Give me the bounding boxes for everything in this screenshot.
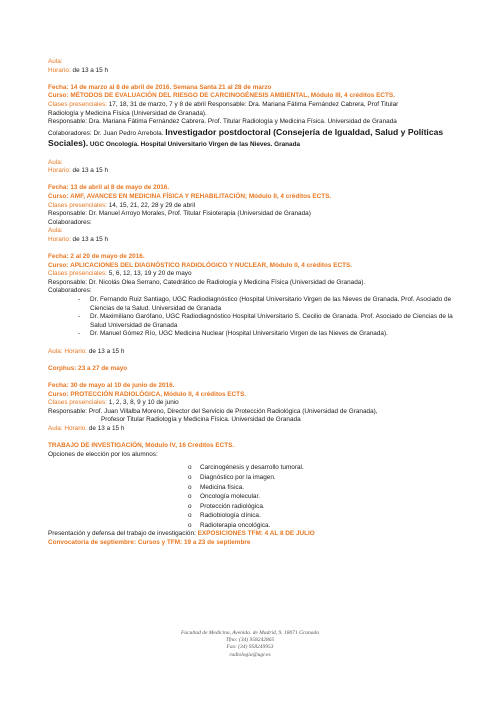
list-item: o Medicina física. xyxy=(188,483,468,493)
footer-phone: Tfno: (34) 958242865 xyxy=(225,637,275,644)
section4-aula-horario: Aula: Horario: xyxy=(48,424,88,432)
section2-course: Curso: AMF, AVANCES EN MEDICINA FÍSICA Y REHABILITACIÓN; Módulo II, 4 créditos ECTS. xyxy=(48,192,332,200)
section2-date: Fecha: 13 de abril al 8 de mayo de 2016. xyxy=(48,184,170,192)
section2-horario-label: Horario: xyxy=(48,235,71,243)
section1-course: Curso: MÉTODOS DE EVALUACIÓN DEL RIESGO DE CARCINOGÉNESIS AMBIENTAL, Módulo III, 4 créditos ECTS. xyxy=(48,92,395,100)
schedule-content xyxy=(48,58,468,548)
section3-collaborator-list xyxy=(48,296,468,339)
exposiciones-dates: EXPOSICIONES TFM: 4 AL 8 DE JULIO xyxy=(197,530,315,538)
section3-collaborators: Colaboradores: xyxy=(48,287,92,295)
section3-classes-value: 5, 6, 12, 13, 19 y 20 de mayo xyxy=(108,270,192,278)
section1-collab-rest: UGC Oncología. Hospital Universitario Virgen de las Nieves. Granada xyxy=(89,141,301,149)
section4-classes-label: Clases presenciales: xyxy=(48,399,107,407)
section1-responsible: Responsable: Dra. Mariana Fátima Fernández Cabrera. Prof. Titular Radiología y Medicina Física. Universidad de Granada xyxy=(48,118,397,126)
list-item: - Dr. Fernando Ruiz Santiago, UGC Radiodiagnóstico (Hospital Universitario Virgen de las Nieves de Granada. Prof. Asociado de Ciencias de la Salud. Universidad de Granada xyxy=(78,296,468,313)
section4-course: Curso: PROTECCIÓN RADIOLÓGICA, Módulo II, 4 créditos ECTS. xyxy=(48,390,247,398)
section1-horario-value: de 13 a 15 h xyxy=(72,167,109,175)
section1-classes-value: 17, 18, 31 de marzo, 7 y 8 de abril xyxy=(108,100,206,108)
footer-email[interactable]: radiologia@ugr.es xyxy=(229,651,271,658)
list-item: o Radiobiología clínica. xyxy=(188,511,468,521)
section3-date: Fecha: 2 al 20 de mayo de 2016. xyxy=(48,253,145,261)
section2-responsible: Responsable: Dr. Manuel Arroyo Morales, Prof. Titular Fisioterapia (Universidad de Granada) xyxy=(48,210,311,218)
section4-responsible: Responsable: Prof. Juan Villalba Moreno, Director del Servicio de Protección Radiológica (Universidad de Granada), xyxy=(48,407,378,415)
list-item: o Diagnóstico por la imagen. xyxy=(188,473,468,483)
section2-classes-value: 14, 15, 21, 22, 28 y 29 de abril xyxy=(108,201,196,209)
list-item: o Protección radiológica. xyxy=(188,502,468,512)
list-item: - Dr. Maximiliano Garófano, UGC Radiodiagnóstico Hospital Universitario S. Cecilio de Granada. Prof. Asociado de Ciencias de la Salud Universidad de Granada xyxy=(78,313,468,330)
footer-address: Facultad de Medicina, Avenida. de Madrid, 9. 18071 Granada xyxy=(181,630,319,636)
section4-horario-value: de 13 a 15 h xyxy=(88,424,125,432)
section1-collab-bold1: Investigador postdoctoral (Consejería de Igualdad, Salud y Políticas xyxy=(165,126,444,137)
list-item: o Oncología molecular. xyxy=(188,492,468,502)
research-options-list xyxy=(48,463,468,530)
section1-collaborators: Colaboradores: Dr. Juan Pedro Arrebola. xyxy=(48,129,164,137)
section3-aula-horario: Aula: Horario: xyxy=(48,347,88,355)
aula-label: Aula: xyxy=(48,58,63,65)
research-title: TRABAJO DE INVESTIGACIÓN, Módulo IV, 16 Créditos ECTS. xyxy=(48,442,235,450)
september-call: Convocatoria de septiembre: Cursos y TFM: 19 a 23 de septiembre xyxy=(48,539,251,547)
list-item: o Carcinogénesis y desarrollo tumoral. xyxy=(188,463,468,473)
section3-horario-value: de 13 a 15 h xyxy=(88,347,125,355)
list-item: o Radioterapia oncológica. xyxy=(188,521,468,531)
list-item: - Dr. Manuel Gómez Río, UGC Medicina Nuclear (Hospital Universitario Virgen de las Nieves de Granada). xyxy=(78,330,468,339)
section1-collab-bold2: Sociales). xyxy=(48,138,89,149)
section1-date: Fecha: 14 de marzo al 8 de abril de 2016. Semana Santa 21 al 28 de marzo xyxy=(48,83,272,91)
research-options-label: Opciones de elección por los alumnos: xyxy=(48,450,158,458)
corphus-dates: Corphus: 23 a 27 de mayo xyxy=(48,364,128,372)
section2-collaborators: Colaboradores: xyxy=(48,218,92,226)
section3-responsible: Responsable: Dr. Nicolás Olea Serrano, Catedrático de Radiología y Medicina Física (Universidad de Granada). xyxy=(48,278,366,286)
footer-fax: Fax: (34) 958249953 xyxy=(226,644,274,651)
section4-responsible-title: Profesor Titular Radiología y Medicina Física. Universidad de Granada xyxy=(101,416,301,424)
horario-value: de 13 a 15 h xyxy=(72,66,109,74)
presentation-label: Presentación y defensa del trabajo de investigación: xyxy=(48,530,196,538)
section1-aula: Aula: xyxy=(48,158,63,166)
section4-classes-value: 1, 2, 3, 8, 9 y 10 de junio xyxy=(108,399,179,407)
section1-responsible-inline: Responsable: Dra. Mariana Fátima Fernández Cabrera, Prof Titular xyxy=(207,100,399,108)
section1-horario-label: Horario: xyxy=(48,167,71,175)
section4-date: Fecha: 30 de mayo al 10 de junio de 2016. xyxy=(48,381,175,389)
section2-horario-value: de 13 a 15 h xyxy=(72,235,109,243)
section3-classes-label: Clases presenciales: xyxy=(48,270,107,278)
section3-course: Curso: APLICACIONES DEL DIAGNÓSTICO RADIOLÓGICO Y NUCLEAR, Módulo II, 4 créditos ECTS. xyxy=(48,261,353,269)
page-footer xyxy=(0,630,500,659)
section2-classes-label: Clases presenciales: xyxy=(48,201,107,209)
section1-department: Radiología y Medicina Física (Universidad de Granada). xyxy=(48,109,207,117)
section2-aula: Aula: xyxy=(48,227,63,235)
section1-classes-label: Clases presenciales: xyxy=(48,100,107,108)
horario-label: Horario: xyxy=(48,66,71,74)
